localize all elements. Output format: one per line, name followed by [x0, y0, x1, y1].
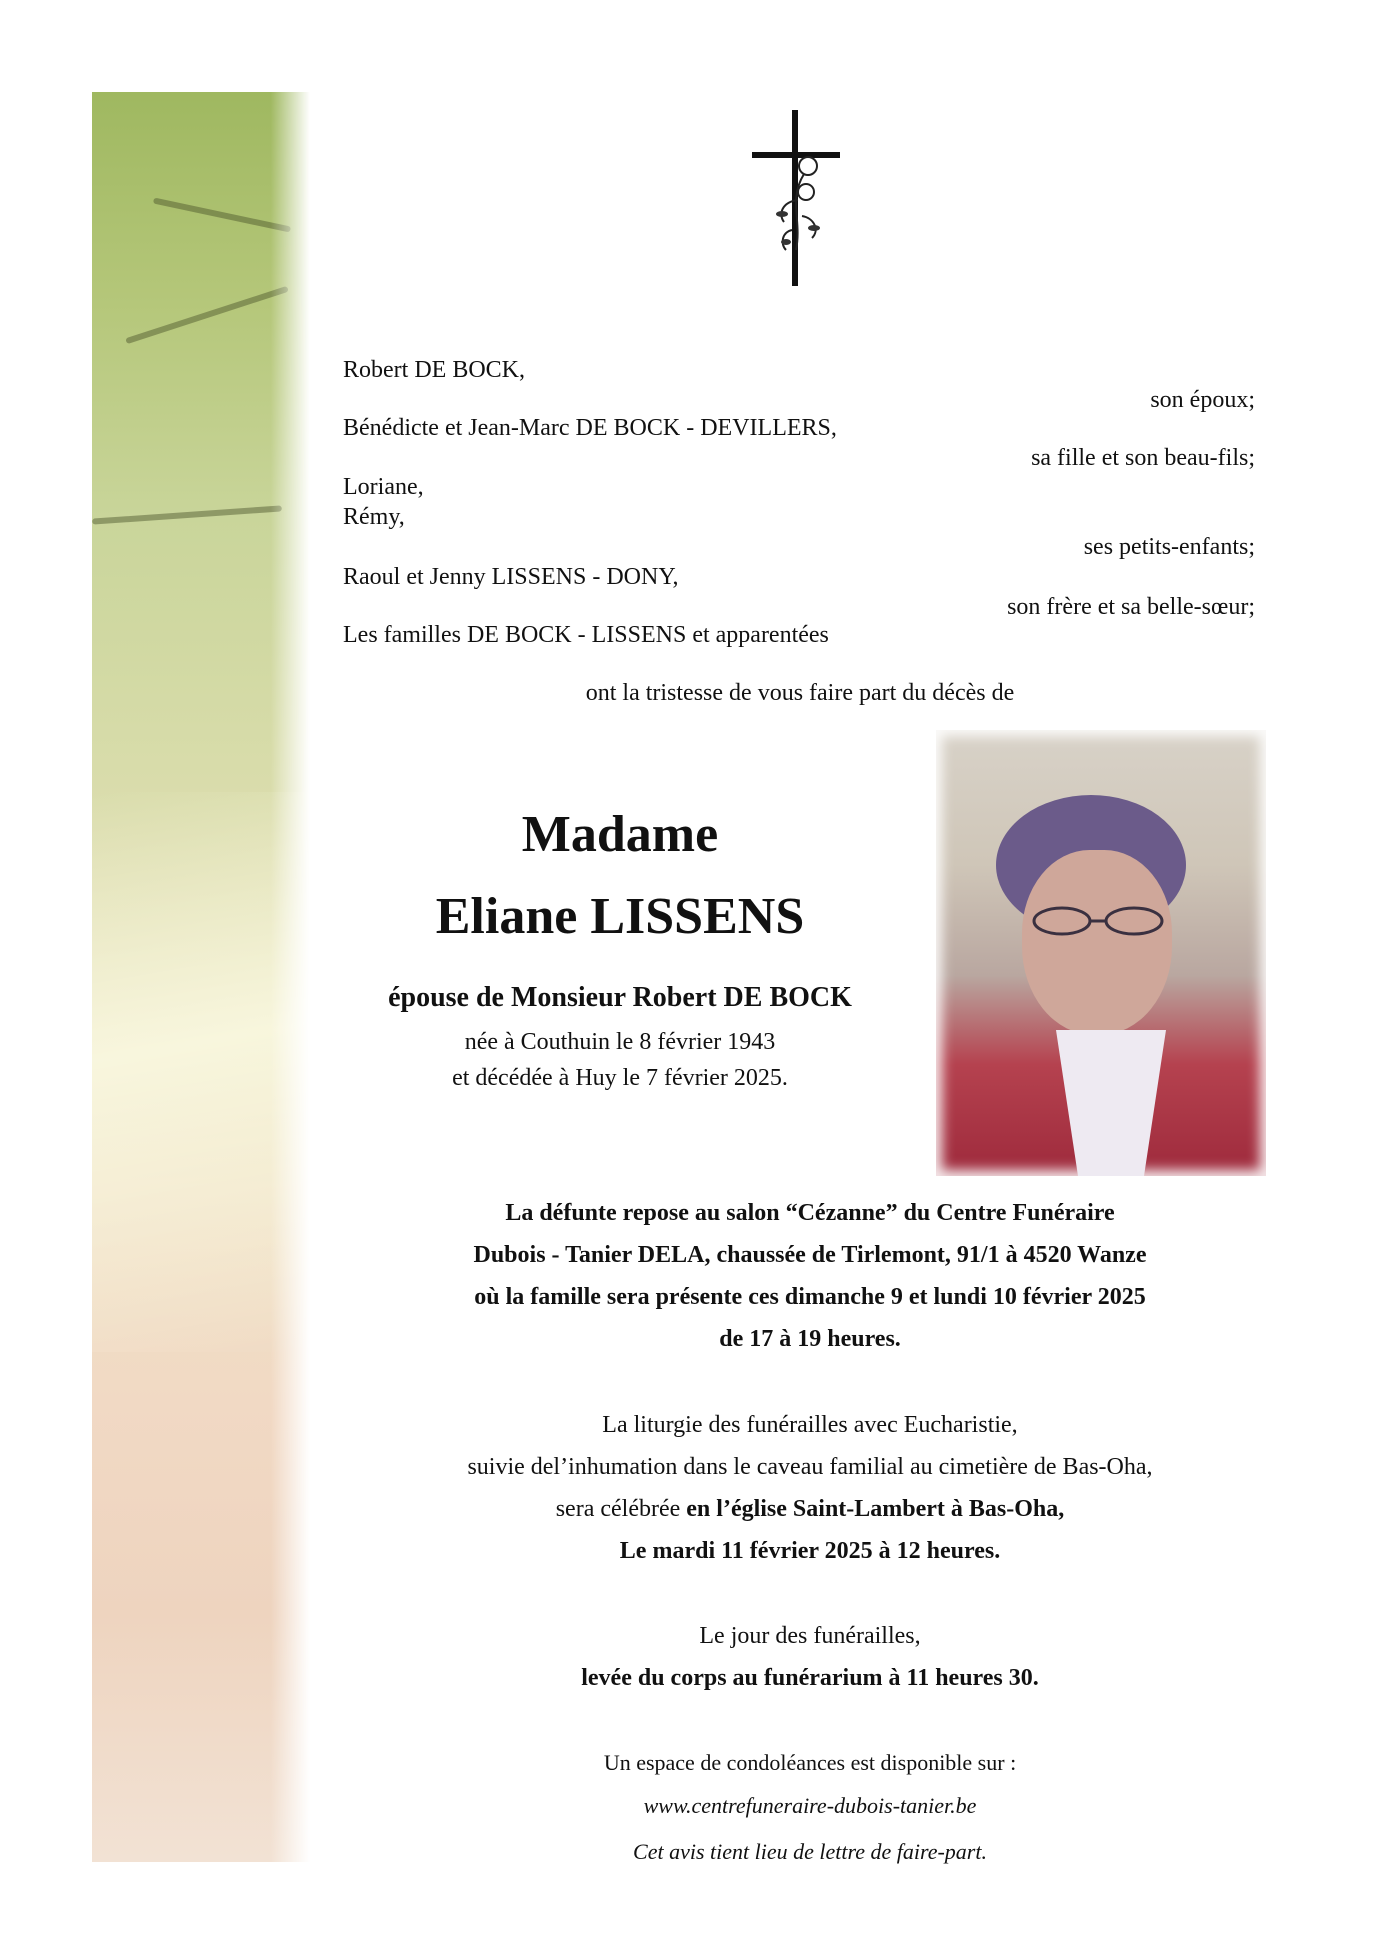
death-line: et décédée à Huy le 7 février 2025.	[452, 1065, 788, 1091]
liturgy-line: La liturgie des funérailles avec Eucharistie,	[602, 1412, 1018, 1438]
branch-shape	[92, 505, 282, 524]
family-member-relation: son frère et sa belle-sœur;	[1007, 594, 1255, 620]
liturgy-line: suivie del’inhumation dans le caveau familial au cimetière de Bas-Oha,	[467, 1454, 1153, 1480]
branch-shape	[153, 198, 291, 233]
portrait-photo	[936, 730, 1266, 1176]
branch-shape	[125, 286, 289, 344]
family-member-name: Bénédicte et Jean-Marc DE BOCK - DEVILLERS,	[343, 415, 837, 441]
liturgy-regular-text: sera célébrée	[555, 1496, 687, 1522]
rites-time: levée du corps au funérarium à 11 heures 30.	[581, 1665, 1039, 1691]
service-info	[380, 1195, 1240, 1363]
birth-line: née à Couthuin le 8 février 1943	[464, 1029, 776, 1055]
portrait-face	[1022, 850, 1172, 1035]
condolences-line: Un espace de condoléances est disponible sur :	[603, 1750, 1017, 1775]
rites-line: Le jour des funérailles,	[699, 1623, 921, 1649]
service-line: La défunte repose au salon “Cézanne” du Centre Funéraire	[505, 1200, 1115, 1226]
liturgy-info	[380, 1407, 1240, 1575]
spouse-line: épouse de Monsieur Robert DE BOCK	[388, 982, 852, 1013]
family-member-name: Rémy,	[343, 504, 405, 530]
faire-part-note: Cet avis tient lieu de lettre de faire-part.	[633, 1839, 987, 1864]
family-member-name: Robert DE BOCK,	[343, 357, 525, 383]
service-line: où la famille sera présente ces dimanche 9 et lundi 10 février 2025	[474, 1284, 1146, 1310]
liturgy-line	[380, 1491, 1240, 1527]
portrait-glasses	[1028, 905, 1168, 937]
family-member-name: Les familles DE BOCK - LISSENS et apparentées	[343, 622, 829, 648]
deceased-title: Madame	[521, 806, 719, 863]
family-member-name: Loriane,	[343, 474, 424, 500]
liturgy-date: Le mardi 11 février 2025 à 12 heures.	[619, 1538, 1001, 1564]
service-line: de 17 à 19 heures.	[719, 1326, 901, 1352]
funeral-day-info	[380, 1618, 1240, 1702]
deceased-name: Eliane LISSENS	[435, 888, 805, 945]
church-location: en l’église Saint-Lambert à Bas-Oha,	[686, 1496, 1065, 1522]
family-member-relation: son époux;	[1150, 387, 1255, 413]
family-member-relation: ses petits-enfants;	[1083, 534, 1255, 560]
service-line: Dubois - Tanier DELA, chaussée de Tirlemont, 91/1 à 4520 Wanze	[473, 1242, 1147, 1268]
family-member-relation: sa fille et son beau-fils;	[1031, 445, 1255, 471]
light-rays	[92, 792, 310, 1352]
cross-with-rose-icon	[748, 110, 844, 286]
announcement-line: ont la tristesse de vous faire part du décès de	[585, 680, 1015, 706]
portrait-collar	[1056, 1030, 1166, 1176]
forest-path-image	[92, 92, 310, 1862]
condolences-url[interactable]: www.centrefuneraire-dubois-tanier.be	[643, 1793, 977, 1818]
family-member-name: Raoul et Jenny LISSENS - DONY,	[343, 564, 679, 590]
deceased-block	[330, 805, 910, 1093]
condolences-info	[380, 1745, 1240, 1831]
